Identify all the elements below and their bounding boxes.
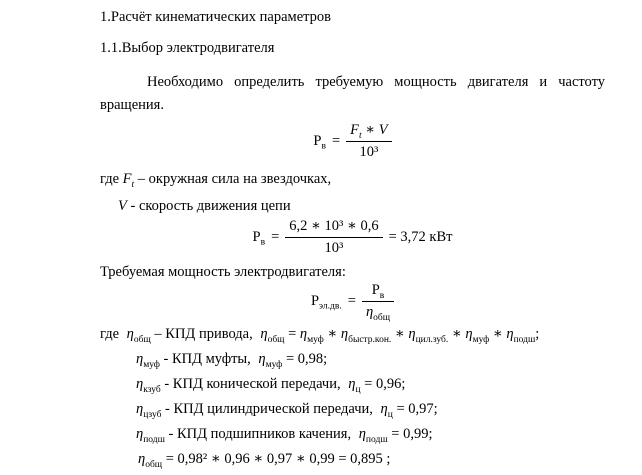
- eta-symbol: η: [260, 326, 268, 342]
- eta-symbol: η: [380, 401, 388, 417]
- eta-symbol: η: [136, 426, 144, 442]
- eta-symbol: η: [299, 326, 308, 342]
- formula-motor-power: [100, 282, 605, 321]
- eta-definition-line: [136, 375, 605, 393]
- eta-description: - КПД цилиндрической передачи,: [161, 401, 377, 417]
- numerator: 6,2 ∗ 10³ ∗ 0,6: [285, 218, 382, 238]
- eta-symbol: η: [136, 401, 144, 417]
- p-subscript: в: [321, 141, 326, 152]
- eta-subscript: общ: [373, 312, 391, 323]
- eta-subscript: ц: [387, 409, 393, 420]
- eta-subscript: ц: [355, 384, 361, 395]
- eta-symbol: η: [506, 326, 514, 342]
- equals-sign: =: [284, 326, 300, 342]
- multiply-operator: ∗: [361, 122, 379, 138]
- eta-symbol: η: [340, 326, 349, 342]
- section-heading: 1.Расчёт кинематических параметров: [100, 9, 332, 25]
- equals-sign: =: [347, 292, 356, 309]
- eta-definition-line: [136, 400, 605, 418]
- p-subscript: в: [379, 290, 385, 301]
- eta-subscript: подш: [365, 434, 388, 445]
- eta-symbol: η: [138, 451, 146, 467]
- eta-symbol: η: [258, 351, 266, 367]
- multiply-operator: ∗: [391, 326, 409, 342]
- denominator: 10³: [359, 144, 379, 160]
- efficiency-calculation: = 0,98² ∗ 0,96 ∗ 0,97 ∗ 0,99 = 0,895 ;: [162, 451, 391, 467]
- eta-symbol: η: [136, 351, 144, 367]
- eta-description: – КПД привода,: [150, 326, 257, 342]
- fraction: [285, 218, 382, 257]
- p-subscript: в: [260, 237, 266, 248]
- formula-drive-power-calc: [100, 218, 605, 257]
- eta-subscript: цил.зуб.: [415, 334, 449, 345]
- eta-subscript: муф: [143, 359, 160, 370]
- where-ft-line: [100, 170, 605, 188]
- equals-sign: =: [331, 132, 341, 149]
- semicolon: ;: [535, 326, 540, 342]
- eta-symbol: η: [348, 376, 356, 392]
- eta-value: = 0,96;: [360, 376, 406, 392]
- ft-variable: F: [350, 122, 359, 138]
- eta-symbol: η: [408, 326, 416, 342]
- intro-paragraph: Необходимо определить требуемую мощность двигателя и частоту вращения.: [100, 74, 605, 113]
- eta-description: - КПД подшипников качения,: [164, 426, 355, 442]
- eta-description: - КПД муфты,: [159, 351, 255, 367]
- eta-subscript: общ: [133, 334, 151, 345]
- fraction: [362, 282, 394, 321]
- formula-drive-power: [100, 122, 605, 161]
- eta-subscript: цзуб: [143, 409, 162, 420]
- eta-symbol: η: [465, 326, 473, 342]
- eta-definition-line: [136, 350, 605, 368]
- subsection-heading: 1.1.Выбор электродвигателя: [100, 40, 275, 56]
- ft-subscript: t: [359, 130, 362, 141]
- v-variable: V: [378, 122, 388, 138]
- numerator: [346, 122, 391, 142]
- eta-subscript: общ: [145, 459, 163, 470]
- eta-subscript: общ: [267, 334, 285, 345]
- eta-subscript: муф: [307, 334, 324, 345]
- eta-symbol: η: [136, 376, 144, 392]
- eta-subscript: быстр.кон.: [348, 334, 392, 345]
- multiply-operator: ∗: [489, 326, 507, 342]
- eta-description: - КПД конической передачи,: [160, 376, 345, 392]
- calc-result: = 3,72 кВт: [388, 228, 453, 245]
- fraction: [346, 122, 391, 161]
- eta-value: = 0,98;: [282, 351, 328, 367]
- eta-subscript: подш: [513, 334, 536, 345]
- where-word: где: [100, 171, 123, 187]
- v-description: - скорость движения цепи: [126, 198, 291, 214]
- where-word: где: [100, 326, 123, 342]
- multiply-operator: ∗: [323, 326, 341, 342]
- eta-value: = 0,99;: [387, 426, 433, 442]
- where-v-line: [118, 197, 605, 215]
- eta-symbol: η: [365, 304, 374, 320]
- eta-definition-line: [136, 425, 605, 443]
- p-symbol: P: [313, 132, 322, 149]
- p-symbol: P: [371, 282, 380, 298]
- eta-subscript: муф: [472, 334, 490, 345]
- eta-symbol: η: [126, 326, 134, 342]
- efficiency-where-line: [100, 325, 605, 343]
- denominator: [362, 302, 394, 321]
- eta-subscript: кзуб: [143, 384, 161, 395]
- ft-subscript: t: [131, 179, 135, 190]
- multiply-operator: ∗: [448, 326, 466, 342]
- numerator: [362, 282, 394, 302]
- denominator: 10³: [324, 240, 344, 256]
- ft-description: – окружная сила на звездочках,: [134, 171, 332, 187]
- ft-variable: F: [122, 171, 132, 187]
- eta-value: = 0,97;: [392, 401, 438, 417]
- p-subscript: эл.дв.: [319, 301, 342, 312]
- required-power-label: Требуемая мощность электродвигателя:: [100, 264, 346, 280]
- equals-sign: =: [271, 228, 280, 245]
- eta-symbol: η: [358, 426, 366, 442]
- p-symbol: P: [252, 228, 261, 245]
- v-variable: V: [118, 198, 127, 214]
- p-symbol: P: [310, 292, 320, 309]
- eta-subscript: подш: [143, 434, 165, 445]
- eta-subscript: муф: [265, 359, 283, 370]
- efficiency-total-line: [138, 450, 605, 468]
